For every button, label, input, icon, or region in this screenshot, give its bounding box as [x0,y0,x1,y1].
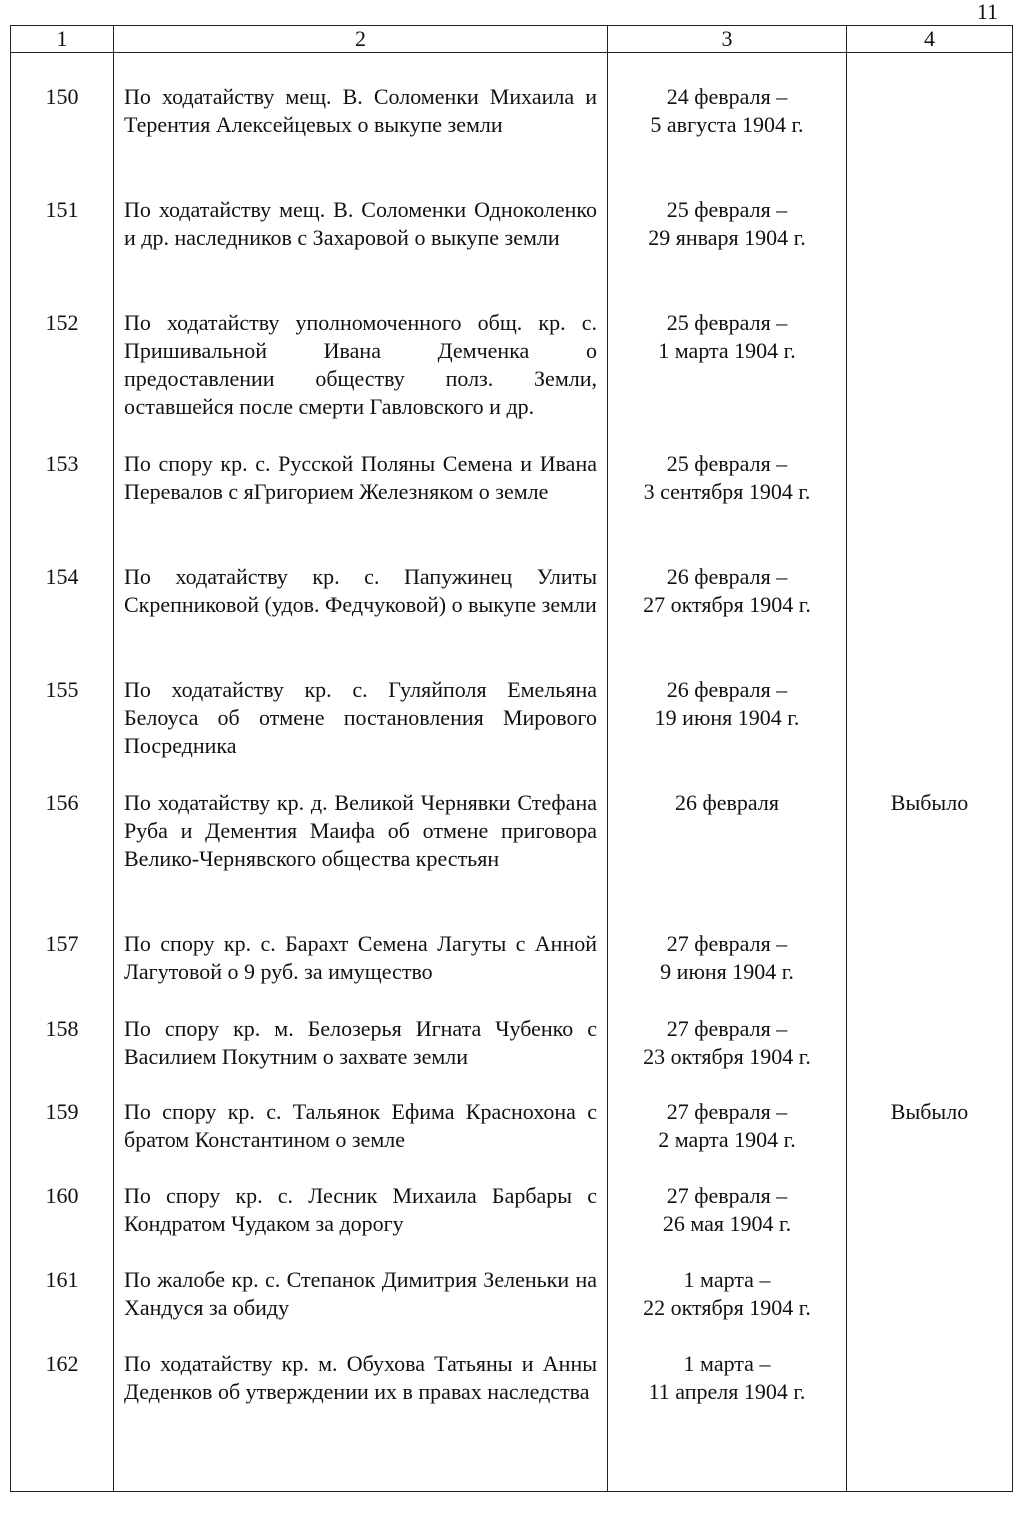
case-note [847,676,1013,789]
date-start: 1 марта – [683,1351,771,1376]
date-start: 26 февраля – [666,677,788,702]
case-dates [608,789,847,930]
date-start: 27 февраля – [666,931,788,956]
date-start: 25 февраля – [666,310,788,335]
table-row [11,563,1013,676]
column-header-3: 3 [608,26,847,53]
case-description: По жалобе кр. с. Степанок Димитрия Зеленьки на Хандуся за обиду [114,1266,608,1350]
case-description: По ходатайству мещ. В. Соломенки Михаила и Терентия Алексейцевых о выкупе земли [114,83,608,196]
case-description: По ходатайству кр. с. Гуляйполя Емельяна Белоуса об отмене постановления Мирового Посредника [114,676,608,789]
case-dates [608,676,847,789]
case-note [847,309,1013,450]
case-description: По ходатайству кр. д. Великой Чернявки Стефана Руба и Дементия Маифа об отмене приговора Велико-Чернявского общества крестьян [114,789,608,930]
column-header-4: 4 [847,26,1013,53]
case-number: 160 [11,1182,114,1266]
date-start: 24 февраля – [666,84,788,109]
date-end: 1 марта 1904 г. [658,338,796,363]
case-dates [608,196,847,309]
case-note [847,83,1013,196]
date-end: 27 октября 1904 г. [643,592,811,617]
case-dates [608,1015,847,1098]
case-description: По спору кр. м. Белозерья Игната Чубенко с Василием Покутним о захвате земли [114,1015,608,1098]
date-start: 26 февраля [675,790,779,815]
case-description: По спору кр. с. Барахт Семена Лагуты с Анной Лагутовой о 9 руб. за имущество [114,930,608,1015]
case-dates [608,1182,847,1266]
case-dates [608,309,847,450]
table-row [11,83,1013,196]
table-row [11,789,1013,930]
table-row [11,1182,1013,1266]
date-start: 1 марта – [683,1267,771,1292]
table-row [11,196,1013,309]
date-end: 2 марта 1904 г. [658,1127,796,1152]
case-number: 155 [11,676,114,789]
case-number: 151 [11,196,114,309]
case-number: 152 [11,309,114,450]
case-dates [608,1350,847,1450]
case-dates [608,563,847,676]
case-note [847,563,1013,676]
case-number: 161 [11,1266,114,1350]
case-number: 154 [11,563,114,676]
date-end: 3 сентября 1904 г. [643,479,811,504]
date-start: 27 февраля – [666,1016,788,1041]
case-note [847,450,1013,563]
case-note [847,1182,1013,1266]
column-header-row [11,26,1013,53]
case-description: По спору кр. с. Русской Поляны Семена и Ивана Перевалов с яГригорием Железняком о земле [114,450,608,563]
column-header-1: 1 [11,26,114,53]
register-body [11,53,1013,1492]
table-row [11,309,1013,450]
case-note [847,1350,1013,1450]
column-header-2: 2 [114,26,608,53]
date-end: 5 августа 1904 г. [650,112,804,137]
table-row [11,1015,1013,1098]
case-number: 150 [11,83,114,196]
page-number: 11 [976,0,998,24]
table-row [11,1350,1013,1450]
date-start: 25 февраля – [666,451,788,476]
table-row [11,450,1013,563]
case-dates [608,1098,847,1182]
date-start: 27 февраля – [666,1183,788,1208]
case-note: Выбыло [847,1098,1013,1182]
case-number: 157 [11,930,114,1015]
date-start: 25 февраля – [666,197,788,222]
date-start: 27 февраля – [666,1099,788,1124]
case-note [847,930,1013,1015]
case-number: 159 [11,1098,114,1182]
case-description: По ходатайству кр. м. Обухова Татьяны и Анны Деденков об утверждении их в правах наследства [114,1350,608,1450]
date-end: 11 апреля 1904 г. [648,1379,806,1404]
case-number: 156 [11,789,114,930]
case-description: По ходатайству кр. с. Папужинец Улиты Скрепниковой (удов. Федчуковой) о выкупе земли [114,563,608,676]
case-dates [608,930,847,1015]
case-note [847,1015,1013,1098]
case-note [847,1266,1013,1350]
case-number: 153 [11,450,114,563]
case-description: По спору кр. с. Лесник Михаила Барбары с Кондратом Чудаком за дорогу [114,1182,608,1266]
table-row [11,676,1013,789]
table-row [11,1098,1013,1182]
date-end: 9 июня 1904 г. [660,959,794,984]
top-spacer [11,53,1013,84]
case-number: 158 [11,1015,114,1098]
case-description: По ходатайству уполномоченного общ. кр. с. Пришивальной Ивана Демченка о предоставлении обществу полз. Земли, оставшейся после смерти Гавловского и др. [114,309,608,450]
case-description: По спору кр. с. Тальянок Ефима Краснохона с братом Константином о земле [114,1098,608,1182]
date-end: 19 июня 1904 г. [654,705,800,730]
table-row [11,1266,1013,1350]
date-end: 23 октября 1904 г. [643,1044,811,1069]
case-dates [608,1266,847,1350]
case-description: По ходатайству мещ. В. Соломенки Одноколенко и др. наследников с Захаровой о выкупе земли [114,196,608,309]
bottom-spacer [11,1450,1013,1492]
case-note [847,196,1013,309]
register-table [10,25,1013,1492]
case-number: 162 [11,1350,114,1450]
date-end: 26 мая 1904 г. [662,1211,792,1236]
date-end: 29 января 1904 г. [648,225,806,250]
case-dates [608,83,847,196]
case-note: Выбыло [847,789,1013,930]
case-dates [608,450,847,563]
date-start: 26 февраля – [666,564,788,589]
date-end: 22 октября 1904 г. [643,1295,811,1320]
table-row [11,930,1013,1015]
